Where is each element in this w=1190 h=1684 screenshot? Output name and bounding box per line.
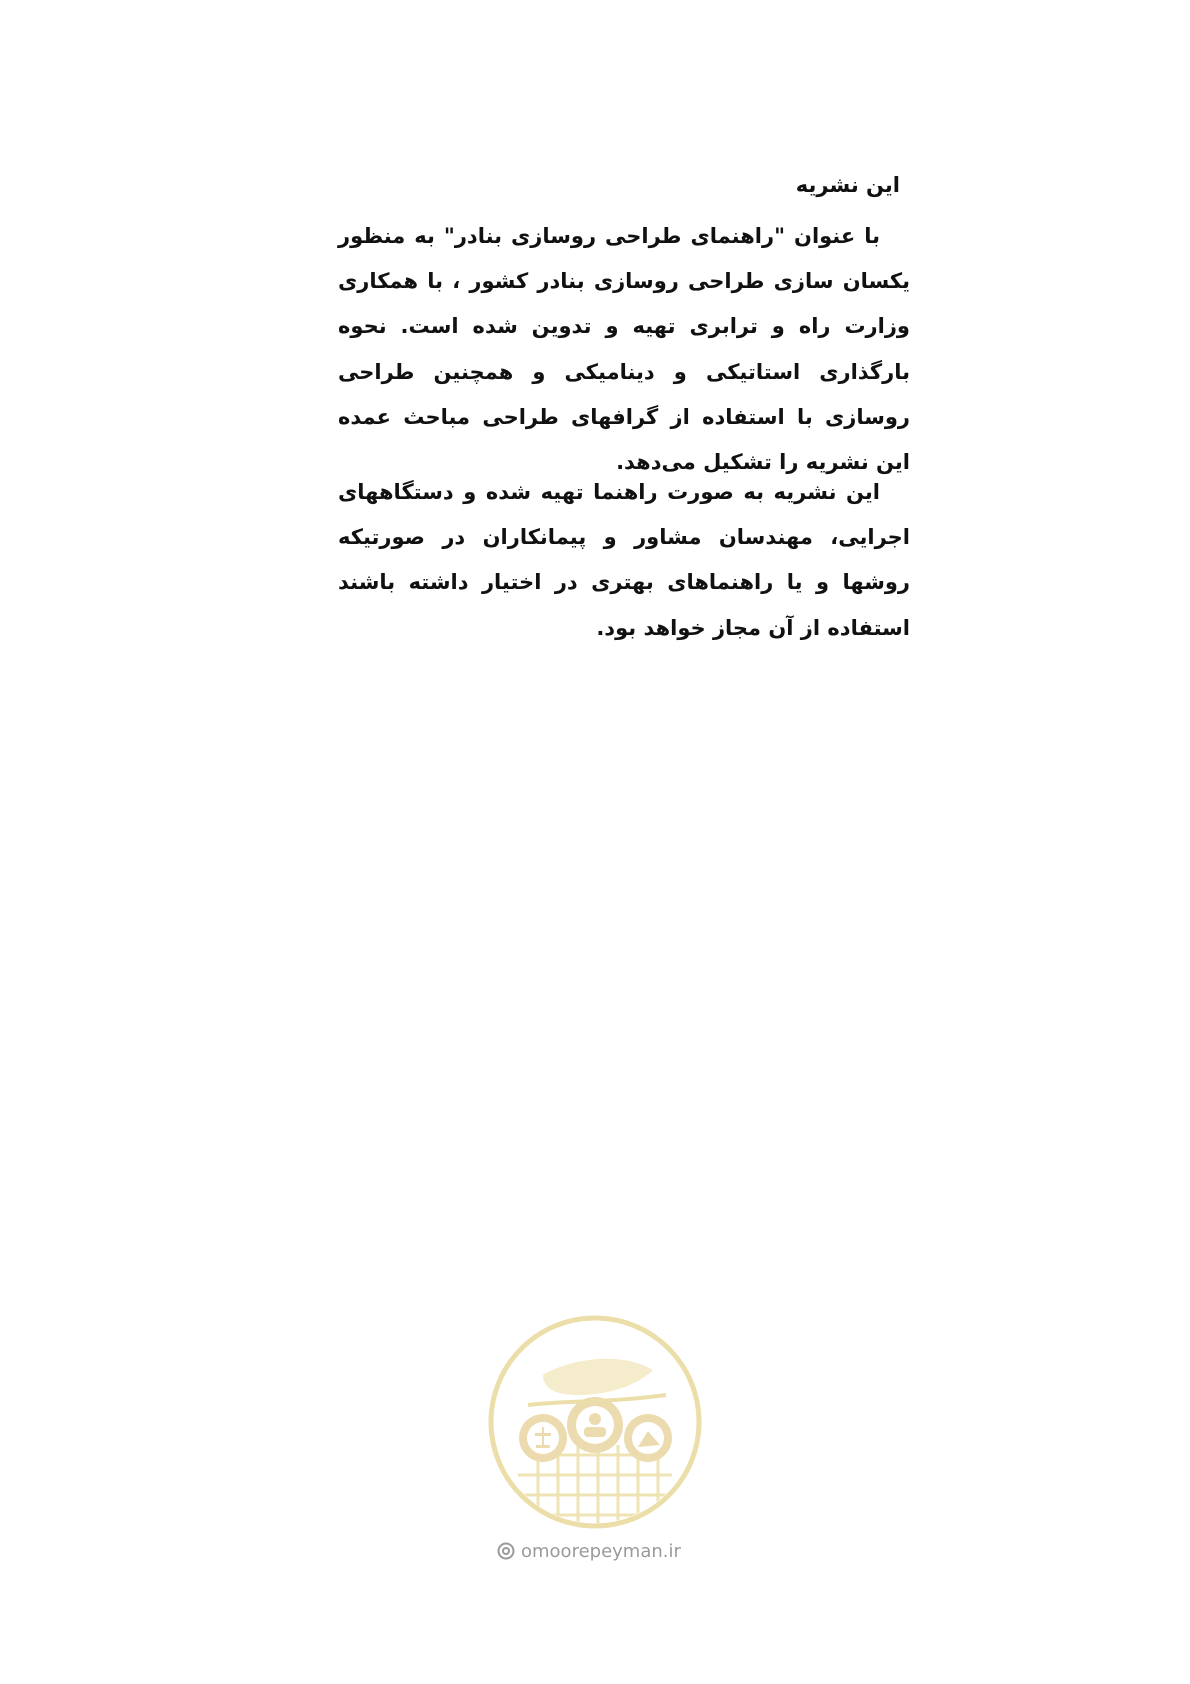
website-url [497,1537,697,1565]
paragraph-1: با عنوان "راهنمای طراحی روسازی بنادر" به منظور یکسان سازی طراحی روسازی بنادر کشور ، با همکاری وزارت راه و ترابری تهیه و تدوین شده است. نحوه بارگذاری استاتیکی و دینامیکی و همچنین طراحی روسازی با استفاده از گرافهای طراحی مباحث عمده این نشریه را تشکیل می‌دهد. [338,224,910,475]
at-sign-icon [497,1542,515,1560]
omoore-peyman-logo-icon [488,1315,702,1529]
paragraph-2: این نشریه به صورت راهنما تهیه شده و دستگاههای اجرایی، مهندسان مشاور و پیمانکاران در صورتیکه روشها و یا راهنماهای بهتری در اختیار داشته باشند استفاده از آن مجاز خواهد بود. [338,480,910,640]
heading: این نشریه [795,173,900,197]
website-url-text: omoorepeyman.ir [521,1540,681,1562]
paragraph-2-block [338,470,910,651]
paragraph-1-block [338,214,910,485]
